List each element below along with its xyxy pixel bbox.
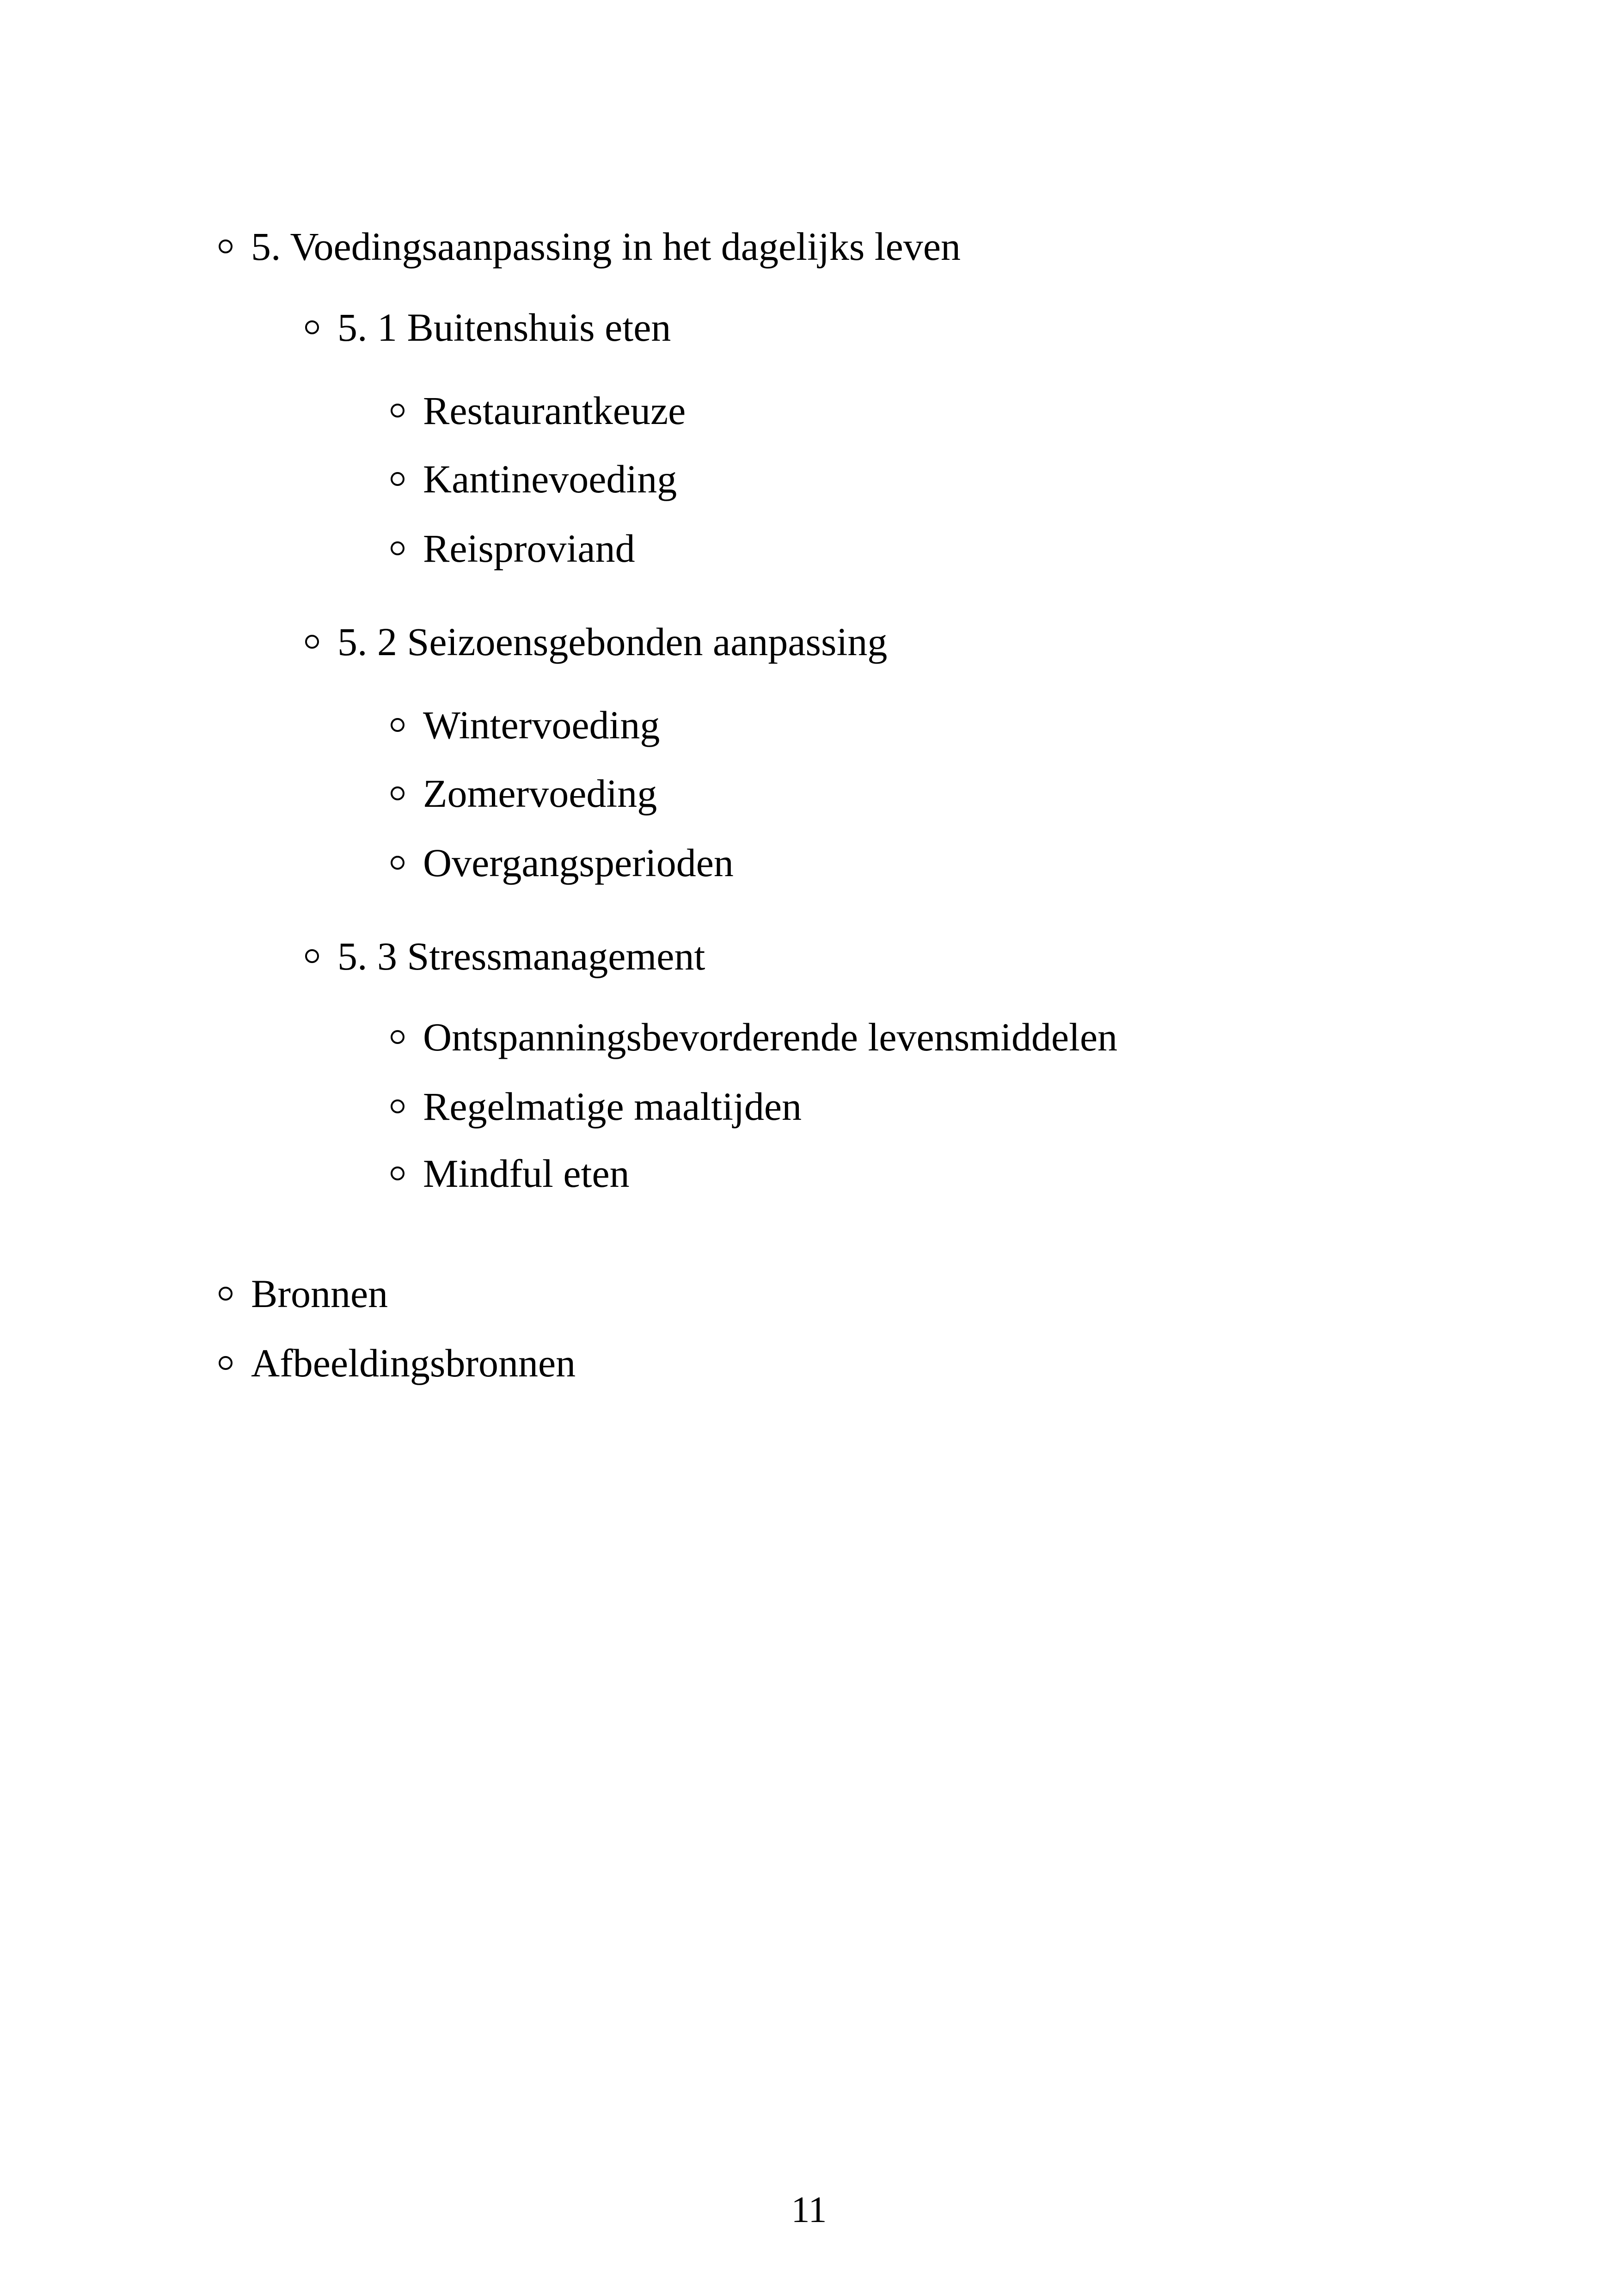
- toc-item: [391, 388, 686, 433]
- toc-item: [391, 705, 660, 745]
- circle-bullet-icon: [391, 786, 404, 800]
- circle-bullet-icon: [305, 949, 319, 963]
- circle-bullet-icon: [219, 239, 233, 253]
- toc-subsection-5-3-label: 5. 3 Stressmanagement: [337, 934, 705, 978]
- toc-item-label: Restaurantkeuze: [423, 388, 686, 433]
- toc-item: [391, 1084, 802, 1129]
- toc-item-label: Overgangsperioden: [423, 841, 734, 885]
- circle-bullet-icon: [305, 320, 319, 334]
- toc-item-label: Zomervoeding: [423, 771, 657, 816]
- toc-image-sources: [219, 1343, 576, 1383]
- toc-item-label: Reisproviand: [423, 526, 635, 571]
- toc-subsection-5-2: [305, 622, 887, 662]
- toc-item-label: Kantinevoeding: [423, 457, 677, 501]
- toc-subsection-5-1: [305, 305, 671, 350]
- toc-item: [391, 1151, 630, 1196]
- toc-sources: [219, 1271, 388, 1316]
- toc-item: [391, 1017, 1117, 1057]
- toc-image-sources-label: Afbeeldingsbronnen: [251, 1341, 576, 1385]
- circle-bullet-icon: [219, 1356, 233, 1370]
- circle-bullet-icon: [391, 541, 404, 555]
- circle-bullet-icon: [391, 1166, 404, 1180]
- toc-item: [391, 526, 635, 571]
- toc-item: [391, 843, 734, 883]
- circle-bullet-icon: [391, 856, 404, 870]
- toc-section-5: [219, 224, 961, 269]
- toc-section-5-label: 5. Voedingsaanpassing in het dagelijks leven: [251, 224, 961, 269]
- circle-bullet-icon: [305, 635, 319, 649]
- circle-bullet-icon: [391, 404, 404, 417]
- circle-bullet-icon: [391, 472, 404, 486]
- toc-subsection-5-2-label: 5. 2 Seizoensgebonden aanpassing: [337, 620, 888, 664]
- toc-item-label: Mindful eten: [423, 1151, 630, 1196]
- page-number: 11: [791, 2190, 827, 2230]
- toc-item-label: Wintervoeding: [423, 703, 660, 747]
- toc-subsection-5-1-label: 5. 1 Buitenshuis eten: [337, 305, 671, 350]
- toc-subsection-5-3: [305, 936, 705, 976]
- toc-item: [391, 771, 657, 816]
- circle-bullet-icon: [391, 718, 404, 732]
- circle-bullet-icon: [391, 1030, 404, 1044]
- circle-bullet-icon: [391, 1099, 404, 1113]
- toc-item-label: Ontspanningsbevorderende levensmiddelen: [423, 1015, 1118, 1059]
- toc-item: [391, 459, 677, 499]
- toc-item-label: Regelmatige maaltijden: [423, 1084, 802, 1129]
- circle-bullet-icon: [219, 1287, 233, 1301]
- toc-sources-label: Bronnen: [251, 1271, 388, 1316]
